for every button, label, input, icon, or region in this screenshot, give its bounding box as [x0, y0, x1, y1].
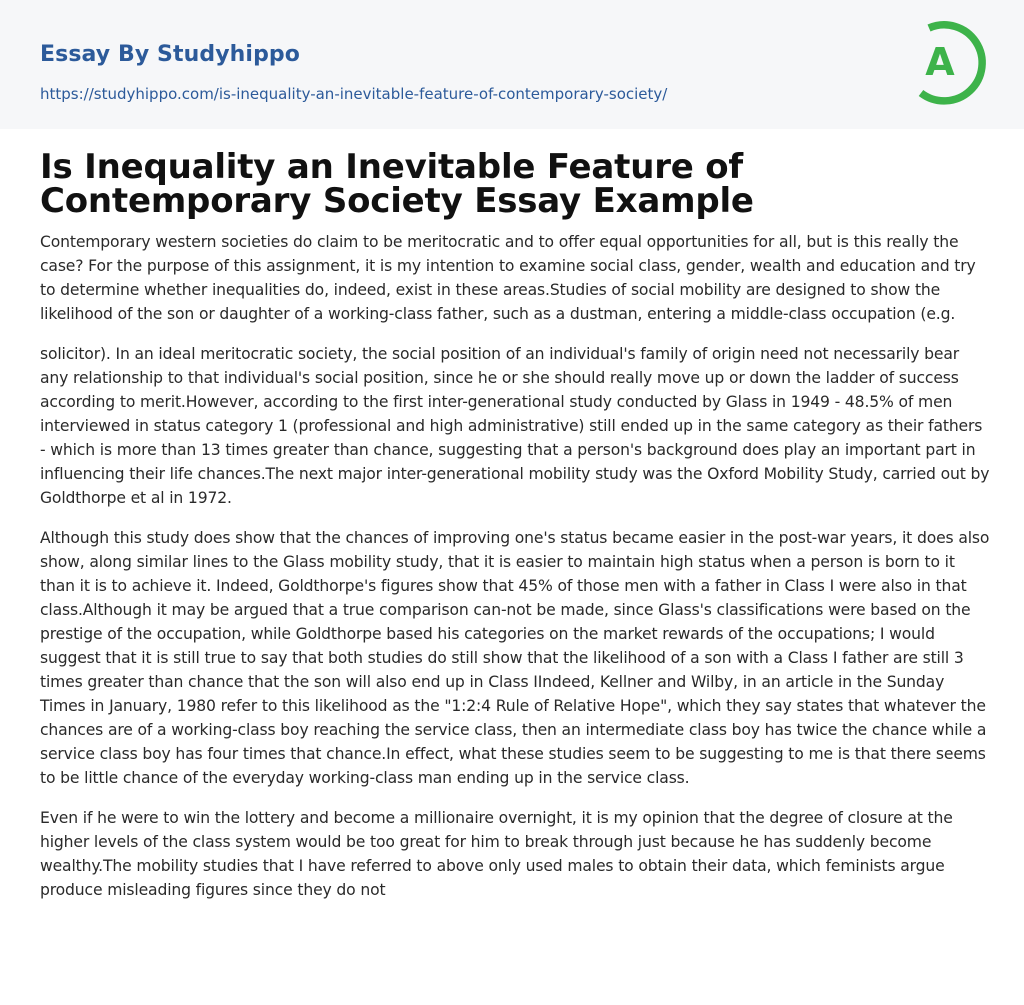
studyhippo-logo-icon[interactable] [910, 18, 990, 108]
article-paragraph: solicitor). In an ideal meritocratic society, the social position of an individual's family of origin need not necessarily bear any relationship to that individual's social position, since he or she should really move up or down the ladder of success according to merit.However, according to the first inter-generational study conducted by Glass in 1949 - 48.5% of men interviewed in status category 1 (professional and high administrative) still ended up in the same category as their fathers - which is more than 13 times greater than chance, suggesting that a person's background does play an important part in influencing their life chances.The next major inter-generational mobility study was the Oxford Mobility Study, carried out by Goldthorpe et al in 1972. [40, 345, 990, 507]
article-paragraph: Even if he were to win the lottery and become a millionaire overnight, it is my opinion that the degree of closure at the higher levels of the class system would be too great for him to break through just because he has suddenly become wealthy.The mobility studies that I have referred to above only used males to obtain their data, which feminists argue produce misleading figures since they do not [40, 809, 953, 899]
site-title[interactable]: Essay By Studyhippo [40, 42, 300, 67]
article-paragraph: Contemporary western societies do claim to be meritocratic and to offer equal opportunities for all, but is this really the case? For the purpose of this assignment, it is my intention to examine social class, gender, wealth and education and try to determine whether inequalities do, indeed, exist in these areas.Studies of social mobility are designed to show the likelihood of the son or daughter of a working-class father, such as a dustman, entering a middle-class occupation (e.g. [40, 233, 976, 323]
article-title: Is Inequality an Inevitable Feature of Contemporary Society Essay Example [40, 147, 754, 221]
article-paragraph: Although this study does show that the chances of improving one's status became easier in the post-war years, it does also show, along similar lines to the Glass mobility study, that it is easier to maintain high status when a person is born to it than it is to achieve it. Indeed, Goldthorpe's figures show that 45% of those men with a father in Class I were also in that class.Although it may be argued that a true comparison can-not be made, since Glass's classifications were based on the prestige of the occupation, while Goldthorpe based his categories on the market rewards of the occupations; I would suggest that it is still true to say that both studies do still show that the likelihood of a son with a Class I father are still 3 times greater than chance that the son will also end up in Class IIndeed, Kellner and Wilby, in an article in the Sunday Times in January, 1980 refer to this likelihood as the "1:2:4 Rule of Relative Hope", which they say states that whatever the chances are of a working-class boy reaching the service class, then an intermediate class boy has twice the chance while a service class boy has four times that chance.In effect, what these studies seem to be suggesting to me is that there seems to be little chance of the everyday working-class man ending up in the service class. [40, 529, 990, 787]
article-content [40, 147, 990, 902]
logo-letter: A [925, 40, 955, 84]
site-header [0, 0, 1024, 129]
article-url-link[interactable]: https://studyhippo.com/is-inequality-an-inevitable-feature-of-contemporary-society/ [40, 85, 668, 103]
